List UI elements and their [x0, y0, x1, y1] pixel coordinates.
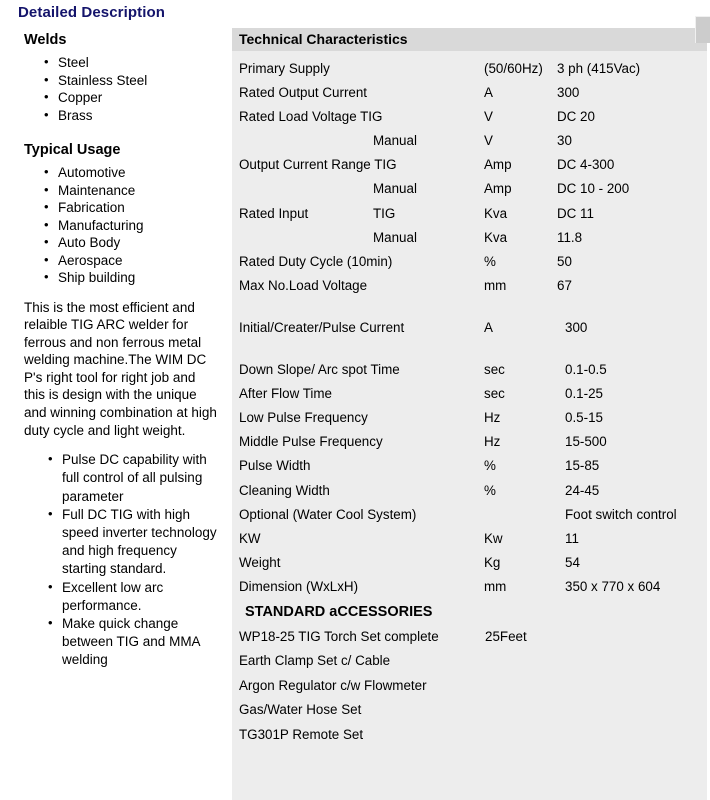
technical-characteristics-panel: [232, 28, 707, 800]
typical-usage-heading: Typical Usage: [24, 142, 121, 158]
spec-unit: Kg: [484, 554, 501, 570]
welds-list: [0, 54, 232, 124]
spec-unit: %: [484, 253, 496, 269]
spec-value: 30: [557, 133, 572, 149]
typical-usage-item: • Manufacturing: [44, 217, 232, 235]
spec-value: 3 ph (415Vac): [557, 61, 641, 76]
spec-value: DC 11: [557, 205, 594, 221]
page-title: Detailed Description: [18, 4, 166, 21]
spec-value: 11: [565, 530, 579, 546]
accessory-label: TG301P Remote Set: [239, 726, 364, 742]
spec-value: DC 4-300: [557, 157, 615, 173]
typical-usage-item: • Auto Body: [44, 234, 232, 252]
spec-row: [232, 551, 707, 575]
spec-unit: sec: [484, 386, 505, 402]
spec-value: 0.1-25: [565, 386, 603, 402]
spec-value: 11.8: [557, 229, 583, 245]
spec-sublabel: Manual: [373, 229, 417, 245]
spec-row: [232, 430, 707, 454]
spec-unit: Kva: [484, 205, 508, 221]
scrollbar-thumb[interactable]: [695, 16, 710, 43]
spacer: [232, 340, 707, 358]
spec-value: DC 20: [557, 109, 595, 125]
accessory-row: [232, 698, 707, 722]
spec-rows-group-primary: [232, 57, 707, 298]
accessories-list: [232, 625, 707, 747]
weld-material-item: • Stainless Steel: [44, 72, 232, 90]
spec-unit: Hz: [484, 410, 501, 426]
accessories-heading: STANDARD aCCESSORIES: [245, 603, 433, 620]
spec-sublabel: TIG: [373, 205, 396, 221]
spec-unit: Amp: [484, 157, 512, 173]
spec-row: [232, 454, 707, 478]
spec-label: Optional (Water Cool System): [239, 506, 417, 522]
accessory-row: [232, 649, 707, 673]
spec-unit: mm: [484, 578, 507, 594]
accessory-label: WP18-25 TIG Torch Set complete: [239, 628, 439, 644]
spec-label: Down Slope/ Arc spot Time: [239, 362, 400, 378]
spec-rows-container: [232, 51, 707, 747]
spec-rows-group-pulse: [232, 358, 707, 599]
spec-row: [232, 382, 707, 406]
spec-value: 24-45: [565, 482, 600, 498]
spec-row: [232, 202, 707, 226]
spec-unit: sec: [484, 362, 505, 378]
spec-value: 54: [565, 554, 580, 570]
spec-label: Primary Supply: [239, 61, 330, 76]
spec-value: 350 x 770 x 604: [565, 578, 661, 594]
spec-value: 50: [557, 253, 572, 269]
spec-label: Weight: [239, 554, 281, 570]
spec-label: KW: [239, 530, 261, 546]
spec-value: 0.5-15: [565, 410, 603, 426]
spec-value: 300: [557, 85, 580, 101]
accessory-row: [232, 723, 707, 747]
spec-row: [232, 274, 707, 298]
spec-unit: (50/60Hz): [484, 61, 543, 76]
spec-label: Dimension (WxLxH): [239, 578, 359, 594]
spec-unit: A: [484, 319, 493, 335]
spec-row: [232, 57, 707, 81]
spec-unit: V: [484, 133, 493, 149]
accessory-row: [232, 625, 707, 649]
spec-label: Rated Output Current: [239, 85, 368, 101]
spec-row: [232, 406, 707, 430]
spec-row: [232, 527, 707, 551]
weld-material-item: • Steel: [44, 54, 232, 72]
spec-value: Foot switch control: [565, 506, 677, 522]
spec-unit: Kva: [484, 229, 508, 245]
spec-row: [232, 575, 707, 599]
spec-row: [232, 226, 707, 250]
typical-usage-list: [0, 164, 232, 287]
spec-label: Cleaning Width: [239, 482, 330, 498]
spec-value: 300: [565, 319, 588, 335]
spec-value: DC 10 - 200: [557, 181, 630, 197]
spec-unit: Hz: [484, 434, 501, 450]
spec-unit: Amp: [484, 181, 512, 197]
spacer: [232, 298, 707, 316]
accessory-label: Argon Regulator c/w Flowmeter: [239, 677, 427, 693]
accessory-label: Gas/Water Hose Set: [239, 702, 362, 718]
spec-row: [232, 316, 707, 340]
left-content-column: [0, 0, 232, 800]
spec-row: [232, 153, 707, 177]
features-list: [0, 451, 232, 669]
weld-material-item: • Copper: [44, 89, 232, 107]
spec-row: [232, 129, 707, 153]
spec-row: [232, 177, 707, 201]
spec-unit: Kw: [484, 530, 503, 546]
spec-row: [232, 479, 707, 503]
typical-usage-item: • Fabrication: [44, 199, 232, 217]
spec-label: Rated Duty Cycle (10min): [239, 253, 393, 269]
spec-unit: mm: [484, 277, 507, 293]
typical-usage-item: • Maintenance: [44, 182, 232, 200]
spec-row: [232, 81, 707, 105]
spec-row: [232, 503, 707, 527]
spec-row: [232, 250, 707, 274]
spec-value: 15-500: [565, 434, 607, 450]
feature-item: • Make quick change between TIG and MMA welding: [48, 615, 220, 670]
spec-label: After Flow Time: [239, 386, 333, 402]
accessory-value: 25Feet: [485, 628, 527, 644]
feature-item: • Pulse DC capability with full control of all pulsing parameter: [48, 451, 220, 506]
spec-value: 0.1-0.5: [565, 362, 607, 378]
spec-label: Middle Pulse Frequency: [239, 434, 383, 450]
welds-heading: Welds: [24, 32, 67, 48]
feature-item: • Excellent low arc performance.: [48, 579, 220, 615]
spec-label: Output Current Range TIG: [239, 157, 397, 173]
weld-material-item: • Brass: [44, 107, 232, 125]
spec-unit: V: [484, 109, 493, 125]
spec-label: Max No.Load Voltage: [239, 277, 368, 293]
description-paragraph: This is the most efficient and relaible TIG ARC welder for ferrous and non ferrous metal welding machine.The WIM DC P's right tool for right job and this is design with the unique and winning combination at high duty cycle and light weight.: [24, 299, 217, 438]
spec-label: Low Pulse Frequency: [239, 410, 368, 426]
spec-rows-group-pulse-lead: [232, 316, 707, 340]
spec-label: Pulse Width: [239, 458, 311, 474]
spec-row: [232, 358, 707, 382]
spec-sublabel: Manual: [373, 181, 417, 197]
spec-label: Rated Load Voltage TIG: [239, 109, 383, 125]
spec-value: 67: [557, 277, 572, 293]
spec-unit: %: [484, 458, 496, 474]
typical-usage-item: • Ship building: [44, 269, 232, 287]
spec-label: Rated Input: [239, 205, 309, 221]
spec-row: [232, 105, 707, 129]
spec-unit: %: [484, 482, 496, 498]
typical-usage-item: • Automotive: [44, 164, 232, 182]
panel-header-title: Technical Characteristics: [232, 28, 707, 51]
feature-item: • Full DC TIG with high speed inverter technology and high frequency starting standard.: [48, 506, 220, 579]
spec-unit: A: [484, 85, 493, 101]
spec-label: Initial/Creater/Pulse Current: [239, 319, 405, 335]
typical-usage-item: • Aerospace: [44, 252, 232, 270]
spec-sublabel: Manual: [373, 133, 417, 149]
accessory-row: [232, 674, 707, 698]
spec-value: 15-85: [565, 458, 600, 474]
accessory-label: Earth Clamp Set c/ Cable: [239, 653, 391, 669]
